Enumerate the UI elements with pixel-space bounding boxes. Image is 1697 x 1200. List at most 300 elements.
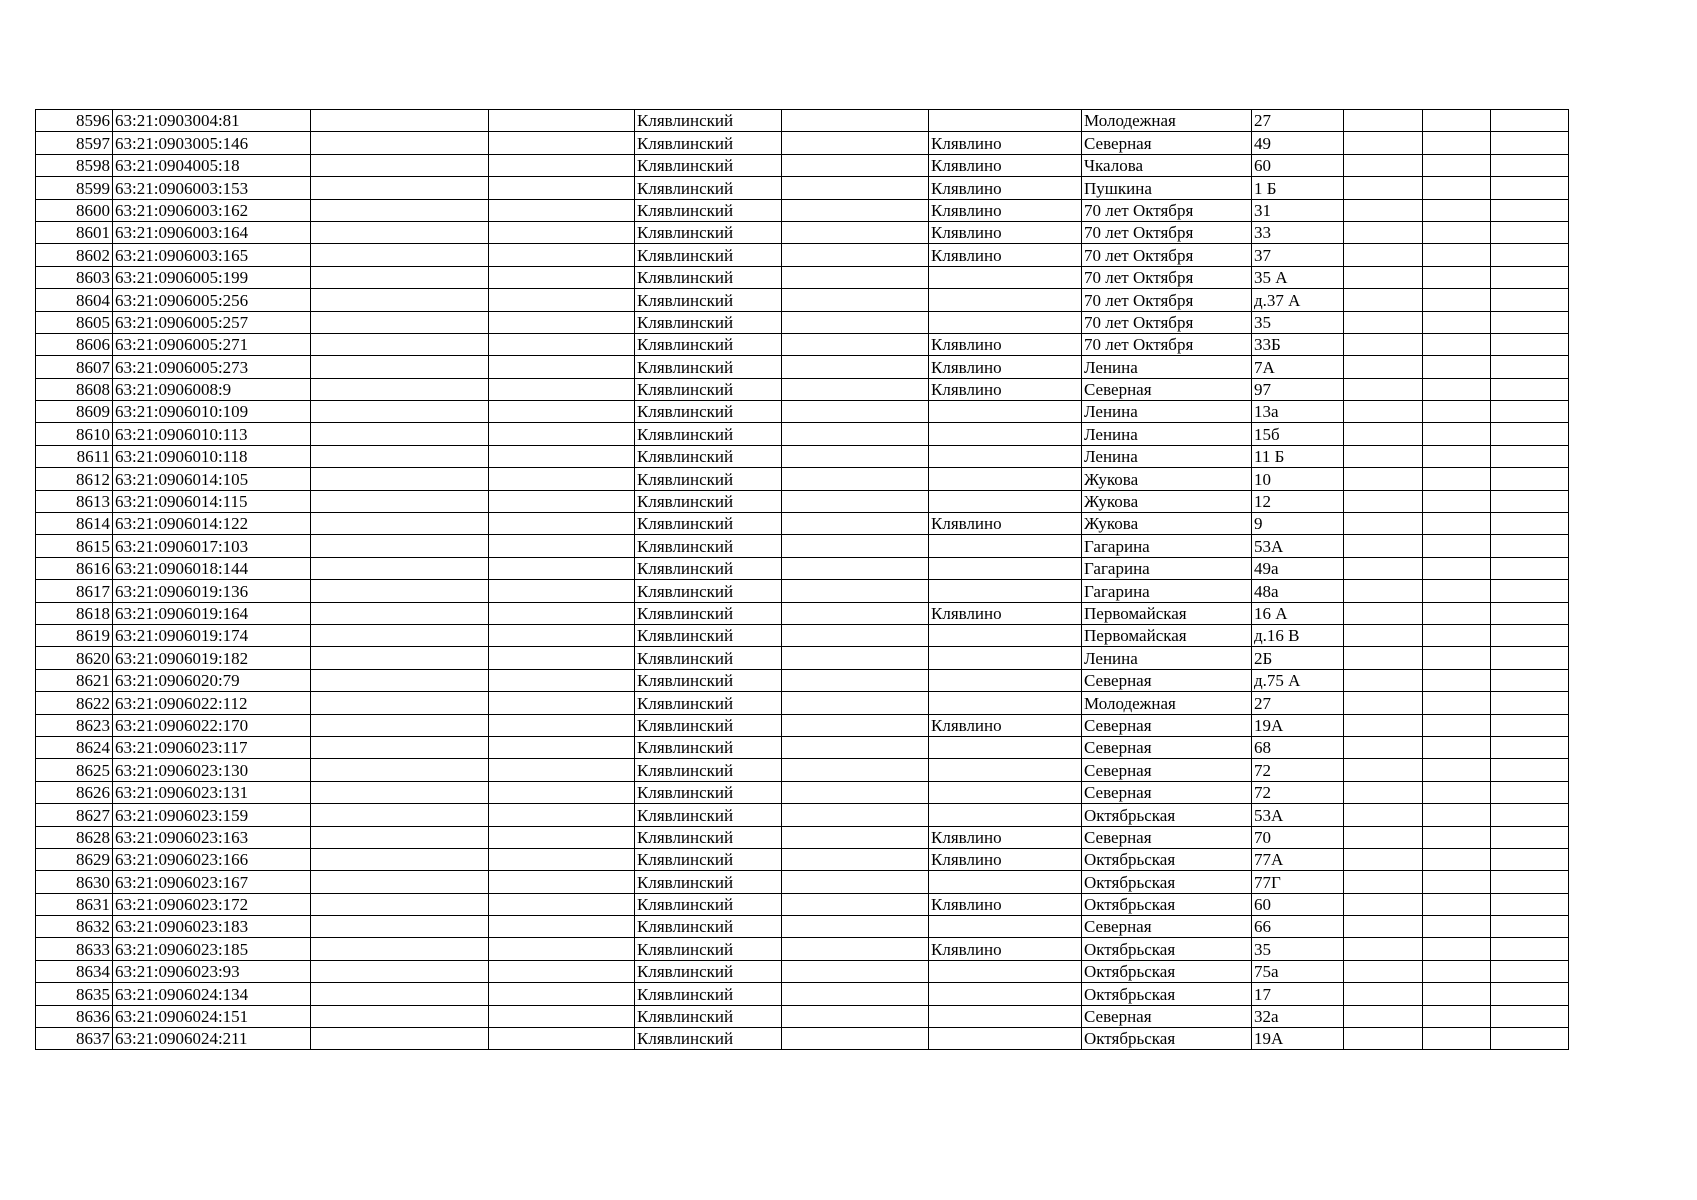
district-cell: Клявлинский bbox=[635, 1005, 782, 1027]
street-cell: Октябрьская bbox=[1082, 983, 1252, 1005]
street-cell: Северная bbox=[1082, 826, 1252, 848]
cadastral-number-cell: 63:21:0906023:172 bbox=[113, 893, 311, 915]
empty-cell bbox=[311, 244, 489, 266]
empty-cell bbox=[1491, 401, 1569, 423]
empty-cell bbox=[489, 289, 635, 311]
row-number-cell: 8597 bbox=[36, 132, 113, 154]
empty-cell bbox=[782, 848, 929, 870]
empty-cell bbox=[1491, 535, 1569, 557]
row-number-cell: 8599 bbox=[36, 177, 113, 199]
cadastral-number-cell: 63:21:0906018:144 bbox=[113, 557, 311, 579]
empty-cell bbox=[311, 490, 489, 512]
row-number-cell: 8606 bbox=[36, 333, 113, 355]
cadastral-number-cell: 63:21:0906010:118 bbox=[113, 445, 311, 467]
empty-cell bbox=[489, 311, 635, 333]
empty-cell bbox=[1423, 804, 1491, 826]
table-row bbox=[36, 602, 1569, 624]
table-row bbox=[36, 624, 1569, 646]
row-number-cell: 8629 bbox=[36, 848, 113, 870]
empty-cell bbox=[782, 311, 929, 333]
empty-cell bbox=[1423, 781, 1491, 803]
house-number-cell: 53А bbox=[1252, 804, 1344, 826]
street-cell: Октябрьская bbox=[1082, 871, 1252, 893]
street-cell: 70 лет Октября bbox=[1082, 199, 1252, 221]
empty-cell bbox=[1344, 602, 1423, 624]
table-row bbox=[36, 759, 1569, 781]
empty-cell bbox=[311, 826, 489, 848]
empty-cell bbox=[1423, 177, 1491, 199]
street-cell: 70 лет Октября bbox=[1082, 266, 1252, 288]
empty-cell bbox=[489, 333, 635, 355]
table-row bbox=[36, 826, 1569, 848]
cadastral-number-cell: 63:21:0906008:9 bbox=[113, 378, 311, 400]
empty-cell bbox=[311, 266, 489, 288]
locality-cell bbox=[929, 445, 1082, 467]
empty-cell bbox=[1423, 445, 1491, 467]
locality-cell: Клявлино bbox=[929, 893, 1082, 915]
house-number-cell: 12 bbox=[1252, 490, 1344, 512]
empty-cell bbox=[1423, 311, 1491, 333]
house-number-cell: 60 bbox=[1252, 893, 1344, 915]
house-number-cell: 33 bbox=[1252, 221, 1344, 243]
district-cell: Клявлинский bbox=[635, 804, 782, 826]
empty-cell bbox=[489, 557, 635, 579]
empty-cell bbox=[1344, 1005, 1423, 1027]
table-row bbox=[36, 468, 1569, 490]
empty-cell bbox=[489, 714, 635, 736]
house-number-cell: 2Б bbox=[1252, 647, 1344, 669]
empty-cell bbox=[1423, 736, 1491, 758]
table-row bbox=[36, 871, 1569, 893]
locality-cell bbox=[929, 266, 1082, 288]
locality-cell bbox=[929, 692, 1082, 714]
empty-cell bbox=[1491, 893, 1569, 915]
locality-cell bbox=[929, 669, 1082, 691]
empty-cell bbox=[782, 602, 929, 624]
empty-cell bbox=[311, 848, 489, 870]
table-row bbox=[36, 647, 1569, 669]
empty-cell bbox=[1344, 938, 1423, 960]
empty-cell bbox=[489, 266, 635, 288]
house-number-cell: 11 Б bbox=[1252, 445, 1344, 467]
empty-cell bbox=[1491, 468, 1569, 490]
locality-cell bbox=[929, 960, 1082, 982]
empty-cell bbox=[311, 154, 489, 176]
cadastral-number-cell: 63:21:0906017:103 bbox=[113, 535, 311, 557]
empty-cell bbox=[1344, 804, 1423, 826]
district-cell: Клявлинский bbox=[635, 759, 782, 781]
locality-cell bbox=[929, 916, 1082, 938]
district-cell: Клявлинский bbox=[635, 781, 782, 803]
empty-cell bbox=[782, 826, 929, 848]
empty-cell bbox=[311, 423, 489, 445]
locality-cell bbox=[929, 983, 1082, 1005]
row-number-cell: 8636 bbox=[36, 1005, 113, 1027]
empty-cell bbox=[311, 535, 489, 557]
row-number-cell: 8633 bbox=[36, 938, 113, 960]
cadastral-number-cell: 63:21:0906022:170 bbox=[113, 714, 311, 736]
row-number-cell: 8607 bbox=[36, 356, 113, 378]
empty-cell bbox=[1423, 602, 1491, 624]
empty-cell bbox=[1491, 938, 1569, 960]
empty-cell bbox=[489, 647, 635, 669]
house-number-cell: 70 bbox=[1252, 826, 1344, 848]
row-number-cell: 8623 bbox=[36, 714, 113, 736]
cadastral-number-cell: 63:21:0906023:185 bbox=[113, 938, 311, 960]
row-number-cell: 8621 bbox=[36, 669, 113, 691]
empty-cell bbox=[1344, 333, 1423, 355]
empty-cell bbox=[1344, 826, 1423, 848]
empty-cell bbox=[1344, 580, 1423, 602]
cadastral-number-cell: 63:21:0906003:162 bbox=[113, 199, 311, 221]
empty-cell bbox=[1491, 221, 1569, 243]
empty-cell bbox=[782, 557, 929, 579]
empty-cell bbox=[489, 736, 635, 758]
empty-cell bbox=[1344, 266, 1423, 288]
row-number-cell: 8619 bbox=[36, 624, 113, 646]
empty-cell bbox=[1344, 154, 1423, 176]
cadastral-number-cell: 63:21:0906024:211 bbox=[113, 1028, 311, 1050]
empty-cell bbox=[1491, 110, 1569, 132]
empty-cell bbox=[1423, 199, 1491, 221]
locality-cell bbox=[929, 535, 1082, 557]
empty-cell bbox=[489, 624, 635, 646]
empty-cell bbox=[1423, 647, 1491, 669]
empty-cell bbox=[489, 177, 635, 199]
table-row bbox=[36, 714, 1569, 736]
street-cell: Жукова bbox=[1082, 513, 1252, 535]
empty-cell bbox=[1423, 401, 1491, 423]
house-number-cell: 66 bbox=[1252, 916, 1344, 938]
row-number-cell: 8616 bbox=[36, 557, 113, 579]
empty-cell bbox=[1344, 221, 1423, 243]
district-cell: Клявлинский bbox=[635, 714, 782, 736]
empty-cell bbox=[1491, 445, 1569, 467]
empty-cell bbox=[1491, 333, 1569, 355]
house-number-cell: 77Г bbox=[1252, 871, 1344, 893]
empty-cell bbox=[311, 624, 489, 646]
street-cell: Октябрьская bbox=[1082, 1028, 1252, 1050]
cadastral-number-cell: 63:21:0903004:81 bbox=[113, 110, 311, 132]
table-row bbox=[36, 289, 1569, 311]
empty-cell bbox=[1344, 244, 1423, 266]
street-cell: Первомайская bbox=[1082, 602, 1252, 624]
district-cell: Клявлинский bbox=[635, 692, 782, 714]
row-number-cell: 8603 bbox=[36, 266, 113, 288]
empty-cell bbox=[1344, 669, 1423, 691]
empty-cell bbox=[489, 378, 635, 400]
empty-cell bbox=[782, 221, 929, 243]
empty-cell bbox=[782, 244, 929, 266]
district-cell: Клявлинский bbox=[635, 647, 782, 669]
row-number-cell: 8601 bbox=[36, 221, 113, 243]
row-number-cell: 8605 bbox=[36, 311, 113, 333]
cadastral-number-cell: 63:21:0906023:159 bbox=[113, 804, 311, 826]
cadastral-number-cell: 63:21:0906019:136 bbox=[113, 580, 311, 602]
empty-cell bbox=[1491, 983, 1569, 1005]
locality-cell bbox=[929, 311, 1082, 333]
house-number-cell: д.37 А bbox=[1252, 289, 1344, 311]
empty-cell bbox=[1344, 110, 1423, 132]
locality-cell: Клявлино bbox=[929, 513, 1082, 535]
table-row bbox=[36, 938, 1569, 960]
empty-cell bbox=[311, 960, 489, 982]
empty-cell bbox=[1491, 266, 1569, 288]
table-row bbox=[36, 692, 1569, 714]
empty-cell bbox=[1423, 378, 1491, 400]
district-cell: Клявлинский bbox=[635, 199, 782, 221]
district-cell: Клявлинский bbox=[635, 848, 782, 870]
locality-cell bbox=[929, 736, 1082, 758]
district-cell: Клявлинский bbox=[635, 244, 782, 266]
table-row bbox=[36, 513, 1569, 535]
street-cell: Северная bbox=[1082, 1005, 1252, 1027]
district-cell: Клявлинский bbox=[635, 1028, 782, 1050]
empty-cell bbox=[489, 490, 635, 512]
cadastral-number-cell: 63:21:0906014:115 bbox=[113, 490, 311, 512]
district-cell: Клявлинский bbox=[635, 871, 782, 893]
empty-cell bbox=[1491, 311, 1569, 333]
cadastral-number-cell: 63:21:0906023:131 bbox=[113, 781, 311, 803]
row-number-cell: 8628 bbox=[36, 826, 113, 848]
district-cell: Клявлинский bbox=[635, 580, 782, 602]
house-number-cell: 72 bbox=[1252, 759, 1344, 781]
street-cell: Октябрьская bbox=[1082, 938, 1252, 960]
locality-cell: Клявлино bbox=[929, 177, 1082, 199]
empty-cell bbox=[1423, 468, 1491, 490]
house-number-cell: 1 Б bbox=[1252, 177, 1344, 199]
row-number-cell: 8611 bbox=[36, 445, 113, 467]
row-number-cell: 8602 bbox=[36, 244, 113, 266]
empty-cell bbox=[782, 916, 929, 938]
address-table-body bbox=[36, 110, 1569, 1050]
table-row bbox=[36, 983, 1569, 1005]
locality-cell: Клявлино bbox=[929, 826, 1082, 848]
empty-cell bbox=[1491, 848, 1569, 870]
street-cell: Октябрьская bbox=[1082, 960, 1252, 982]
street-cell: Жукова bbox=[1082, 490, 1252, 512]
street-cell: Чкалова bbox=[1082, 154, 1252, 176]
cadastral-number-cell: 63:21:0906005:273 bbox=[113, 356, 311, 378]
empty-cell bbox=[1344, 871, 1423, 893]
house-number-cell: 35 А bbox=[1252, 266, 1344, 288]
empty-cell bbox=[782, 871, 929, 893]
table-row bbox=[36, 266, 1569, 288]
empty-cell bbox=[1491, 647, 1569, 669]
row-number-cell: 8627 bbox=[36, 804, 113, 826]
table-row bbox=[36, 580, 1569, 602]
empty-cell bbox=[782, 938, 929, 960]
empty-cell bbox=[311, 916, 489, 938]
cadastral-number-cell: 63:21:0906023:117 bbox=[113, 736, 311, 758]
empty-cell bbox=[311, 378, 489, 400]
empty-cell bbox=[311, 199, 489, 221]
empty-cell bbox=[489, 826, 635, 848]
empty-cell bbox=[782, 804, 929, 826]
locality-cell: Клявлино bbox=[929, 714, 1082, 736]
house-number-cell: 13а bbox=[1252, 401, 1344, 423]
empty-cell bbox=[1491, 714, 1569, 736]
district-cell: Клявлинский bbox=[635, 557, 782, 579]
empty-cell bbox=[1423, 669, 1491, 691]
empty-cell bbox=[1491, 692, 1569, 714]
table-row bbox=[36, 781, 1569, 803]
empty-cell bbox=[311, 983, 489, 1005]
empty-cell bbox=[1491, 289, 1569, 311]
district-cell: Клявлинский bbox=[635, 356, 782, 378]
locality-cell bbox=[929, 289, 1082, 311]
table-row bbox=[36, 848, 1569, 870]
empty-cell bbox=[489, 580, 635, 602]
district-cell: Клявлинский bbox=[635, 177, 782, 199]
district-cell: Клявлинский bbox=[635, 960, 782, 982]
cadastral-number-cell: 63:21:0906014:122 bbox=[113, 513, 311, 535]
district-cell: Клявлинский bbox=[635, 983, 782, 1005]
empty-cell bbox=[1423, 535, 1491, 557]
district-cell: Клявлинский bbox=[635, 535, 782, 557]
district-cell: Клявлинский bbox=[635, 110, 782, 132]
empty-cell bbox=[311, 580, 489, 602]
empty-cell bbox=[782, 647, 929, 669]
empty-cell bbox=[782, 692, 929, 714]
row-number-cell: 8632 bbox=[36, 916, 113, 938]
empty-cell bbox=[489, 848, 635, 870]
empty-cell bbox=[1491, 132, 1569, 154]
cadastral-number-cell: 63:21:0906010:113 bbox=[113, 423, 311, 445]
empty-cell bbox=[489, 669, 635, 691]
row-number-cell: 8610 bbox=[36, 423, 113, 445]
district-cell: Клявлинский bbox=[635, 602, 782, 624]
empty-cell bbox=[1491, 871, 1569, 893]
empty-cell bbox=[1491, 960, 1569, 982]
district-cell: Клявлинский bbox=[635, 445, 782, 467]
empty-cell bbox=[1423, 289, 1491, 311]
house-number-cell: 48а bbox=[1252, 580, 1344, 602]
empty-cell bbox=[1423, 1028, 1491, 1050]
empty-cell bbox=[311, 289, 489, 311]
empty-cell bbox=[1344, 356, 1423, 378]
locality-cell bbox=[929, 1028, 1082, 1050]
empty-cell bbox=[1423, 960, 1491, 982]
empty-cell bbox=[1344, 1028, 1423, 1050]
empty-cell bbox=[311, 557, 489, 579]
table-row bbox=[36, 177, 1569, 199]
empty-cell bbox=[1423, 423, 1491, 445]
empty-cell bbox=[1491, 154, 1569, 176]
empty-cell bbox=[311, 692, 489, 714]
empty-cell bbox=[1344, 177, 1423, 199]
row-number-cell: 8596 bbox=[36, 110, 113, 132]
district-cell: Клявлинский bbox=[635, 221, 782, 243]
house-number-cell: 49 bbox=[1252, 132, 1344, 154]
empty-cell bbox=[1423, 221, 1491, 243]
house-number-cell: 33Б bbox=[1252, 333, 1344, 355]
row-number-cell: 8600 bbox=[36, 199, 113, 221]
empty-cell bbox=[489, 513, 635, 535]
empty-cell bbox=[782, 423, 929, 445]
district-cell: Клявлинский bbox=[635, 490, 782, 512]
street-cell: 70 лет Октября bbox=[1082, 221, 1252, 243]
table-row bbox=[36, 221, 1569, 243]
table-row bbox=[36, 893, 1569, 915]
house-number-cell: 77А bbox=[1252, 848, 1344, 870]
empty-cell bbox=[311, 356, 489, 378]
house-number-cell: 97 bbox=[1252, 378, 1344, 400]
cadastral-number-cell: 63:21:0906023:130 bbox=[113, 759, 311, 781]
row-number-cell: 8614 bbox=[36, 513, 113, 535]
district-cell: Клявлинский bbox=[635, 468, 782, 490]
empty-cell bbox=[311, 177, 489, 199]
empty-cell bbox=[489, 692, 635, 714]
empty-cell bbox=[489, 983, 635, 1005]
empty-cell bbox=[1344, 401, 1423, 423]
street-cell: Молодежная bbox=[1082, 110, 1252, 132]
empty-cell bbox=[1344, 781, 1423, 803]
empty-cell bbox=[1344, 513, 1423, 535]
house-number-cell: 15б bbox=[1252, 423, 1344, 445]
empty-cell bbox=[782, 781, 929, 803]
locality-cell: Клявлино bbox=[929, 378, 1082, 400]
street-cell: Ленина bbox=[1082, 445, 1252, 467]
empty-cell bbox=[489, 199, 635, 221]
row-number-cell: 8630 bbox=[36, 871, 113, 893]
empty-cell bbox=[1491, 490, 1569, 512]
district-cell: Клявлинский bbox=[635, 826, 782, 848]
district-cell: Клявлинский bbox=[635, 289, 782, 311]
empty-cell bbox=[1344, 983, 1423, 1005]
empty-cell bbox=[1423, 916, 1491, 938]
locality-cell: Клявлино bbox=[929, 356, 1082, 378]
empty-cell bbox=[1491, 669, 1569, 691]
house-number-cell: 16 А bbox=[1252, 602, 1344, 624]
house-number-cell: 68 bbox=[1252, 736, 1344, 758]
street-cell: Ленина bbox=[1082, 647, 1252, 669]
locality-cell bbox=[929, 804, 1082, 826]
cadastral-number-cell: 63:21:0906003:164 bbox=[113, 221, 311, 243]
empty-cell bbox=[782, 893, 929, 915]
table-row bbox=[36, 401, 1569, 423]
street-cell: Ленина bbox=[1082, 356, 1252, 378]
row-number-cell: 8609 bbox=[36, 401, 113, 423]
empty-cell bbox=[782, 983, 929, 1005]
empty-cell bbox=[782, 266, 929, 288]
empty-cell bbox=[1344, 199, 1423, 221]
table-row bbox=[36, 356, 1569, 378]
house-number-cell: 75а bbox=[1252, 960, 1344, 982]
house-number-cell: 72 bbox=[1252, 781, 1344, 803]
district-cell: Клявлинский bbox=[635, 401, 782, 423]
empty-cell bbox=[782, 960, 929, 982]
empty-cell bbox=[311, 1028, 489, 1050]
district-cell: Клявлинский bbox=[635, 669, 782, 691]
row-number-cell: 8598 bbox=[36, 154, 113, 176]
cadastral-number-cell: 63:21:0906010:109 bbox=[113, 401, 311, 423]
empty-cell bbox=[1423, 759, 1491, 781]
street-cell: Северная bbox=[1082, 781, 1252, 803]
empty-cell bbox=[489, 423, 635, 445]
house-number-cell: 49а bbox=[1252, 557, 1344, 579]
empty-cell bbox=[782, 110, 929, 132]
empty-cell bbox=[782, 468, 929, 490]
house-number-cell: 17 bbox=[1252, 983, 1344, 1005]
street-cell: Октябрьская bbox=[1082, 848, 1252, 870]
empty-cell bbox=[489, 781, 635, 803]
house-number-cell: 10 bbox=[1252, 468, 1344, 490]
empty-cell bbox=[1491, 356, 1569, 378]
empty-cell bbox=[311, 714, 489, 736]
table-row bbox=[36, 960, 1569, 982]
empty-cell bbox=[1423, 826, 1491, 848]
